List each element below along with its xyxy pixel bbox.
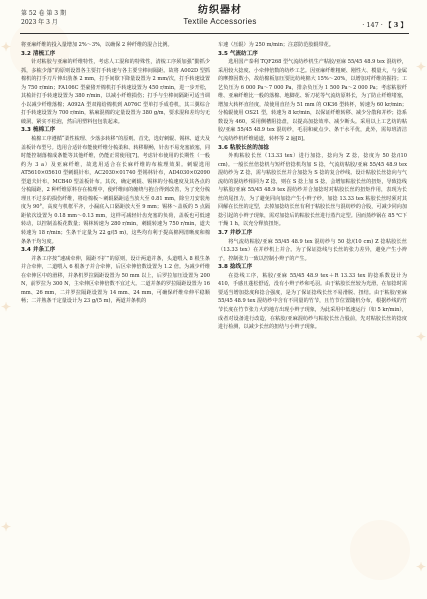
body-paragraph: 将气流纺粘胶/亚麻 55/45 48.9 tex 混纺纱与 50 捻/(10 cm) Z 捻粘胶长丝（13.33 tex）在并纱机上并合。为了保证捻线与长丝的张力差异，避免产生小辫子，控制张力一致以控制小辫子的产生。 (218, 238, 407, 262)
watermark-mark: ✦ (1, 520, 12, 534)
left-column (21, 41, 210, 306)
right-column (218, 41, 407, 332)
body-paragraph: 梳棉工序遵循“柔性梳理、少落多转移”的原则。首先，选好刺辊、锡林、道夫及盖板针布型号。选用合适针布能使纤维分梳柔和、转移顺畅，针齿不易充塞嵌塞，同时能控制落棉成条能等其他纤维，仍能正常使用[7]。考虑针布使用的长期性（一般约为 3 a）及亚麻纤维，故选用适合在长麻纤维的布梳理效果。刺辊选用 AT5610×05610 型刺辊针布，AC2030×01740 型锡林针布，AD4030×02090 型道夫针布，MCB40 型盖板针布。其次，确定刺辊、锡林的分梳速度及其各点的分梳隔距，2 种纤维原料存在梳理中，使纤维间的缠绕与抱合得到改善，为了充分梳理且不过多的损伤纤维，将给棉板～刺辊隔距适当放大至 0.81 mm，除尘刀安装角度为 90°，高度与机框平齐，小漏底入口隔距放大至 9 mm；锡林～盖板的 5 点隔距依次设置为 0.18 mm～0.13 mm，这样可减轻针齿充塞的负荷，盖板也可低速转动，以控制盖板花数量；锡林转速为 280 r/min，刺辊转速为 750 r/min，道夫转速为 18 r/min；生条干定量为 22 g/(5 m)，这些均有利于提高棉网清晰度和棉条条干均匀度。 (21, 136, 210, 245)
page-number (362, 20, 407, 29)
section-heading: 3.2 清梳工序 (21, 50, 56, 57)
left-margin-watermark (0, 0, 14, 599)
right-margin-watermark (413, 0, 427, 599)
watermark-blot (350, 520, 410, 580)
page-number-text: · 147 · (362, 21, 383, 29)
watermark-mark: ✦ (415, 560, 426, 574)
journal-title-en: Textile Accessories (183, 17, 257, 26)
body-paragraph: 并条工序按“速减牵伸，隔距不扩”的原则，设计两道并条，头道喂入 8 根生条并合牵伸，二道喂入 6 根条子并合牵伸，后区牵伸倍数设置为 1.2 倍。为减少纤维在牵伸区中的滑移，并条机罗拉隔距设置为 50 mm 以上，后罗拉加压设置为 200 N，前罗拉为 300 N，主牵伸区牵伸倍数不宜过大。二道并条的罗拉隔距设置为 16 mm、26 mm，二并罗拉隔距设置为 14 mm、24 mm，可确保纤维牵伸平稳顺畅；二并熟条干定量设计为 23 g/(5 m)，两道并条机的 (21, 255, 210, 305)
header-divider (20, 33, 409, 34)
body-paragraph: 将亚麻纤维的投入量增加 2%～3%，以确保 2 种纤维的混合比例。 (21, 42, 173, 48)
body-paragraph: 在捻线工序，粘胶/亚麻 55/45 48.9 tex＋R 13.33 tex 的捻系数设计为 410，手感且蓬松舒适，没有小辫子纱和毛羽。由于粘胶长丝较为光滑，在加捻时需要适当增加捻度和捻合强度，是为了保证捻线长丝不易滑脱、扭结。由于粘胶/亚麻 55/45 48.9 tex 混纺纱中含有不同量的竹节，且竹节位置随机分布，根据纱线的竹节长度在竹节张力大的地方出现小辫子现象，为此采用中低速运行（如 5 kr/min），成者对设备进行改造，在粘胶/亚麻混纺纱与粘胶长丝合股前，先对粘胶长丝的捻度进行检测，以减少长丝的扭结与小辫子现象。 (218, 272, 408, 331)
journal-title-cn: 纺织器材 (198, 5, 242, 16)
volume-issue: 第 52 卷 第 3 期 (21, 10, 66, 17)
body-paragraph: 外购粘胶长丝（13.33 tex）进行加捻，捻向为 Z 捻，捻度为 50 捻/(10 cm)。一般长丝倍捻机与短纤倍捻机均加 S 捻，气流纺粘胶/亚麻 55/45 48.9 tex 混纺纱为 Z 捻，需与粘胶长丝并合加捻为 S 捻的复合纱线。设计粘胶长丝捻向与气流纺的混纺纱相同为 Z 捻，则在 S 捻上加 S 捻，会增加粘胶长丝的扭矩，导致捻线与粘胶/亚麻 55/45 48.9 tex 混纺纱并合加捻时对粘胶长丝的扭矩作用，表现为长丝的尾扭力，为了避免同向加捻产生小辫子纱，加捻 13.33 tex 粘胶长丝时须对其回解在长丝的定型，去掉加捻纺长丝有利于粘胶长丝与混纺纱的合股，可减少同向加捻引起的小辫子现象，需对加捻后的粘胶长丝进行蒸汽定型。因而蒸纱锅在 85 ℃下干燥 1 h，以充分释放扭矩。 (218, 153, 407, 228)
page-bracket: 【 3 】 (384, 21, 407, 29)
journal-masthead (160, 5, 280, 27)
body-paragraph: 选用国产泰利 TQF268 型气流纺纱机生产粘胶/亚麻 55/45 48.9 tex 混纺纱，采用较大捻度、小牵伸倍数的纺纱工艺。因亚麻纤维粗硬、刚性大、模量大，与金属的摩擦因数小，故给棉板加压要比纺纯棉大 15%～20%，以增加对纤维的握持；工艺负压为 6 000 Pa～7 000 Pa，排杂负压为 1 500 Pa～2 000 Pa；考虑粘胶纤维、亚麻纤维比一般的落棉、地脚花、斩刀花等气流纺原料长，为了防止纤维堵塞，增加大转杯直径度，故使用直径为 51 mm 的 OK36 型转杯，转速为 60 kr/min；分梳辊使用 OS21 型，转速为 8 kr/min，以保证纤维转移、减少分散和并纱；捻系数设为 460，采用侧槽阻捻盘，以提高加捻效率、减少断头。采用以上工艺纺的粘胶/亚麻 55/45 48.9 tex 混纺纱，毛羽和疵点少、条干水平优，此外，需每班清洁气流纺纱机纤维通道，转杯等 2 遍[8]。 (218, 59, 407, 143)
section-heading: 3.6 粘胶长丝的加捻 (218, 144, 270, 151)
issue-date: 2023 年 3 月 (21, 18, 58, 26)
section-heading: 3.7 并纱工序 (218, 230, 253, 237)
section-heading: 3.8 捻线工序 (218, 264, 253, 271)
section-heading: 3.4 并条工序 (21, 247, 56, 254)
watermark-mark: ✦ (1, 40, 12, 54)
watermark-mark: ✦ (1, 300, 12, 314)
section-heading: 3.3 梳棉工序 (21, 127, 56, 134)
issue-info (21, 10, 66, 27)
body-paragraph: 针对粘胶与亚麻的纤维特性，考虑人工混和的特殊性，清梳工序须加强“勤抓少抓，多梳少落”的原则设置各主要打手转速与各主要尘棒间隔距。故将 A002D 型抓棉机的打手刀片伸出肋条 2 mm，打手间歇下降量设置为 2 mm/次，打手转速设置为 750 r/min；FA106C 型豪猪开棉机打手转速设置为 450 r/min，进一步开松，其梳针打手转速设置为 380 r/min，以减小纤维损伤；打手与尘棒间隔距可适当调小以减少纤维落棉；A092A 型双箱给棉机到 A076C 型单打手成卷机，其三翼综合打手转速设置为 700 r/min，粘麻混棉的定量设置为 380 g/m，要求混和差均匀无破洞，紧实不松泡，然后用塑料包包装起来。 (21, 59, 210, 125)
watermark-mark: ✦ (415, 330, 426, 344)
watermark-mark: ✦ (415, 60, 426, 74)
body-paragraph: 车速（压辊）为 250 m/min；注意防范胶辊带花。 (218, 42, 334, 48)
section-heading: 3.5 气流纺工序 (218, 50, 258, 57)
